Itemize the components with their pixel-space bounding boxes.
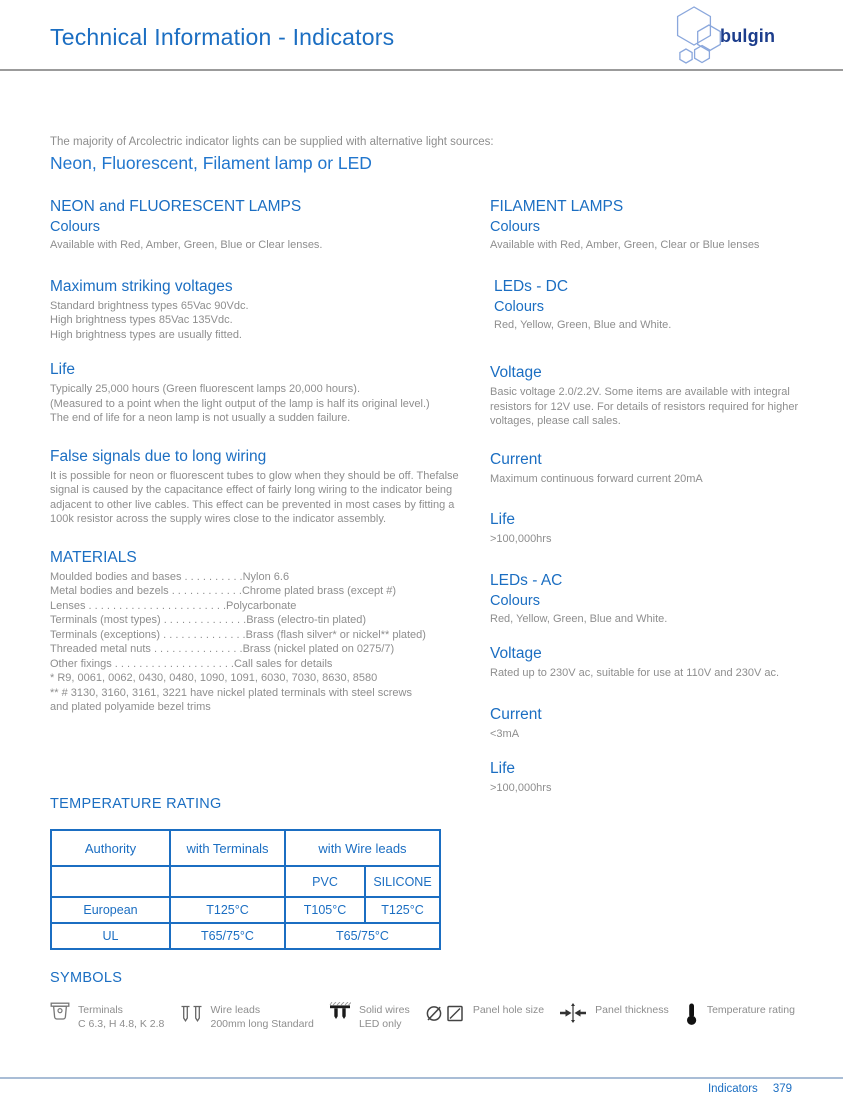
section-text: Rated up to 230V ac, suitable for use at 110V and 230V ac. [490,667,780,679]
section-heading: Life [490,511,515,528]
section-heading: Life [490,760,515,777]
text-line: Standard brightness types 65Vac 90Vdc. [50,299,249,312]
section-materials [50,549,484,715]
section-ac-life [490,760,802,796]
section-heading: MATERIALS [50,548,137,566]
header-divider [0,69,843,71]
symbols-block [50,970,795,1031]
symbol-line2: C 6.3, H 4.8, K 2.8 [78,1017,165,1030]
table-row-ul [51,923,440,949]
section-heading: Current [490,705,542,723]
symbol-panel-thickness [559,1002,669,1024]
section-lines [50,382,484,426]
col-header-terminals: with Terminals [170,830,285,866]
symbol-solid-wires [329,1002,410,1031]
cell-terminals: T65/75°C [170,923,285,949]
section-dc-life [490,511,802,547]
temperature-rating-icon [684,1002,699,1026]
symbol-line1: Temperature rating [706,1004,795,1016]
subcol-silicone: SILICONE [365,866,440,897]
text-line: High brightness types 85Vac 135Vdc. [50,314,233,326]
symbol-label [707,1002,795,1018]
solid-wires-icon [329,1002,351,1024]
wire-leads-icon [180,1002,203,1025]
temperature-rating-block [50,796,441,950]
section-dc-current [490,451,802,487]
panel-thickness-icon [559,1002,587,1024]
bulgin-logo [672,4,775,68]
text-line: Typically 25,000 hours (Green fluorescent lamps 20,000 hours). [50,383,360,395]
text-line: High brightness types are usually fitted. [50,328,242,341]
symbol-line1: Wire leads [210,1004,261,1016]
section-heading: Maximum striking voltages [50,277,233,295]
symbol-wire-leads [180,1002,314,1031]
text-line: ** # 3130, 3160, 3161, 3221 have nickel plated terminals with steel screws [50,686,412,699]
section-heading: Current [490,450,542,468]
text-line: Terminals (most types) . . . . . . . . . . . . . .Brass (electro-tin plated) [50,614,367,626]
cell-authority: UL [51,923,170,949]
symbol-line2: LED only [358,1017,402,1030]
text-line: Lenses . . . . . . . . . . . . . . . . . . . . . . .Polycarbonate [50,599,297,612]
section-subheading: Colours [50,219,100,235]
section-text: Available with Red, Amber, Green, Blue or Clear lenses. [50,239,323,251]
empty-cell [51,866,170,897]
symbol-label [473,1002,544,1018]
text-line: The end of life for a neon lamp is not usually a sudden failure. [50,412,351,424]
section-subheading: Colours [494,298,544,315]
section-heading: False signals due to long wiring [50,447,267,465]
intro-block [50,136,494,174]
section-heading: LEDs - DC [494,277,569,295]
page-title: Technical Information - Indicators [50,24,395,50]
section-text: >100,000hrs [490,782,552,794]
text-line: Metal bodies and bezels . . . . . . . . . . . .Chrome plated brass (except #) [50,585,397,597]
symbol-temperature-rating [684,1002,795,1026]
section-life-neon [50,361,484,426]
text-line: and plated polyamide bezel trims [50,701,211,713]
section-lines [50,570,484,715]
symbol-label [78,1002,164,1031]
symbol-label [595,1002,669,1018]
temperature-rating-table [50,829,441,950]
text-line: Other fixings . . . . . . . . . . . . . . . . . . . .Call sales for details [50,657,333,670]
symbol-label [359,1002,410,1031]
text-line: Terminals (exceptions) . . . . . . . . . . . . . .Brass (flash silver* or nickel** plated) [50,628,426,641]
text-line: Threaded metal nuts . . . . . . . . . . . . . . .Brass (nickel plated on 0275/7) [50,643,395,655]
section-subheading: Colours [490,592,540,609]
section-text: Basic voltage 2.0/2.2V. Some items are available with integral resistors for 12V use. For details of resistors required for higher voltages, please call sales. [490,386,799,427]
left-column [50,198,484,737]
section-heading: Voltage [490,645,542,662]
section-lines [50,299,484,343]
footer-page-number: 379 [772,1083,792,1095]
cell-pvc: T105°C [285,897,365,923]
section-leds-dc [490,278,802,333]
section-false-signals [50,448,484,527]
footer-section-label: Indicators [707,1083,758,1095]
symbol-terminals [50,1002,164,1031]
intro-subtitle: Neon, Fluorescent, Filament lamp or LED [50,153,372,173]
table-row-european [51,897,440,923]
section-text: Maximum continuous forward current 20mA [490,472,703,485]
symbol-line1: Terminals [78,1004,123,1016]
col-header-wire-leads: with Wire leads [285,830,440,866]
section-heading: FILAMENT LAMPS [490,198,624,215]
section-heading: NEON and FLUORESCENT LAMPS [50,198,302,215]
cell-silicone: T125°C [365,897,440,923]
panel-hole-icon [425,1002,465,1024]
symbol-line1: Panel thickness [595,1004,669,1016]
cell-terminals: T125°C [170,897,285,923]
section-heading: Voltage [490,364,542,381]
temperature-rating-title: TEMPERATURE RATING [50,796,222,812]
subcol-pvc: PVC [285,866,365,897]
terminals-icon [50,1002,70,1024]
section-ac-current [490,706,802,742]
symbol-panel-hole [425,1002,544,1024]
section-text: Red, Yellow, Green, Blue and White. [494,318,672,331]
empty-cell [170,866,285,897]
right-column [490,198,802,818]
section-subheading: Colours [490,219,540,235]
section-heading: LEDs - AC [490,571,563,589]
footer [708,1083,792,1095]
cell-authority: European [51,897,170,923]
col-header-authority: Authority [51,830,170,866]
section-striking-voltages [50,278,484,343]
section-neon-fluorescent [50,198,484,253]
section-filament-lamps [490,198,802,253]
section-ac-voltage [490,645,802,681]
section-dc-voltage [490,364,802,429]
text-line: * R9, 0061, 0062, 0430, 0480, 1090, 1091, 6030, 7030, 8630, 8580 [50,672,378,684]
text-line: Moulded bodies and bases . . . . . . . . . .Nylon 6.6 [50,570,290,583]
cell-wire-leads: T65/75°C [285,923,440,949]
section-text: Available with Red, Amber, Green, Clear or Blue lenses [490,239,760,251]
symbol-line1: Panel hole size [472,1004,545,1016]
section-heading: Life [50,361,75,378]
section-text: >100,000hrs [490,533,552,545]
section-text: <3mA [490,727,520,740]
section-leds-ac [490,572,802,627]
logo-wordmark: bulgin [720,25,776,46]
footer-divider [0,1077,843,1079]
section-text: Red, Yellow, Green, Blue and White. [490,612,668,625]
intro-text: The majority of Arcolectric indicator lights can be supplied with alternative light sources: [50,136,494,148]
symbols-title: SYMBOLS [50,970,123,986]
section-text: It is possible for neon or fluorescent tubes to glow when they should be off. Thefalse signal is caused by the capacitance effect of fairly long wiring to the indicator being adjacent to other live cables. This effect can be prevented in most cases by fitting a 100k resistor across the supply wires close to the indicator assembly. [50,469,459,525]
symbol-label [211,1002,314,1031]
symbol-line2: 200mm long Standard [210,1017,314,1030]
text-line: (Measured to a point when the light output of the lamp is half its original level.) [50,397,430,410]
symbol-line1: Solid wires [358,1004,410,1016]
symbols-row [50,1002,795,1031]
